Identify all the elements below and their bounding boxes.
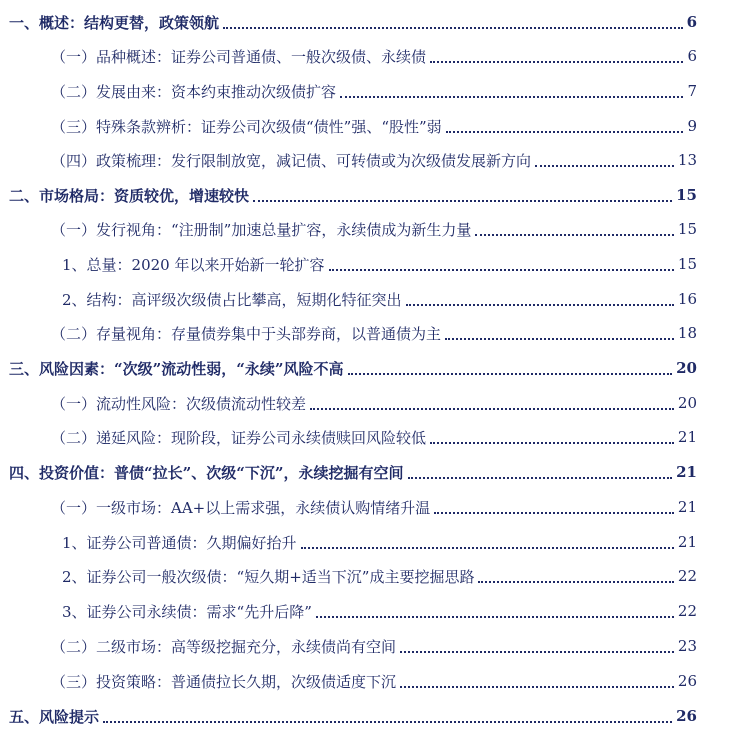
toc-entry-page: 22 (677, 602, 697, 620)
toc-entry-title: 一、概述：结构更替，政策领航 (9, 13, 220, 32)
toc-entry-section-3[interactable] (0, 354, 729, 382)
toc-entry-title: （二）递延风险：现阶段，证券公司永续债赎回风险较低 (51, 428, 427, 447)
dot-leader (408, 477, 673, 479)
toc-entry-page: 6 (687, 47, 697, 65)
toc-entry-page: 26 (676, 707, 697, 725)
toc-entry-page: 21 (677, 533, 697, 551)
toc-entry-2-1[interactable] (0, 215, 729, 243)
dot-leader (340, 96, 683, 98)
toc-entry-1-4[interactable] (0, 146, 729, 174)
toc-entry-page: 21 (677, 498, 697, 516)
toc-entry-title: 3、证券公司永续债：需求“先升后降” (62, 602, 312, 621)
toc-entry-1-2[interactable] (0, 77, 729, 105)
toc-entry-title: （三）特殊条款辨析：证券公司次级债“债性”强、“股性”弱 (51, 117, 442, 136)
dot-leader (310, 408, 674, 410)
toc-entry-page: 21 (677, 428, 697, 446)
dot-leader (430, 61, 683, 63)
toc-entry-title: （一）品种概述：证券公司普通债、一般次级债、永续债 (51, 47, 427, 66)
toc-entry-section-1[interactable] (0, 8, 729, 36)
toc-entry-page: 9 (687, 117, 697, 135)
toc-entry-page: 16 (677, 290, 697, 308)
toc-entry-4-1-3[interactable] (0, 597, 729, 625)
dot-leader (301, 547, 674, 549)
dot-leader (434, 512, 674, 514)
toc-entry-page: 6 (686, 13, 697, 31)
toc-entry-title: （一）发行视角：“注册制”加速总量扩容，永续债成为新生力量 (51, 220, 472, 239)
toc-entry-page: 15 (677, 220, 697, 238)
dot-leader (475, 234, 674, 236)
toc-entry-title: （一）一级市场：AA+以上需求强，永续债认购情绪升温 (51, 498, 431, 517)
toc-entry-4-3[interactable] (0, 667, 729, 695)
toc-entry-title: （三）投资策略：普通债拉长久期，次级债适度下沉 (51, 672, 397, 691)
toc-entry-1-1[interactable] (0, 42, 729, 70)
dot-leader (445, 338, 674, 340)
dot-leader (535, 165, 674, 167)
dot-leader (253, 200, 672, 202)
toc-entry-page: 20 (677, 394, 697, 412)
toc-entry-1-3[interactable] (0, 112, 729, 140)
dot-leader (223, 27, 683, 29)
toc-entry-page: 21 (676, 463, 697, 481)
dot-leader (400, 651, 674, 653)
toc-entry-title: （二）存量视角：存量债券集中于头部券商，以普通债为主 (51, 324, 442, 343)
toc-entry-2-2[interactable] (0, 319, 729, 347)
toc-entry-title: （四）政策梳理：发行限制放宽，减记债、可转债或为次级债发展新方向 (51, 151, 532, 170)
toc-entry-title: 2、结构：高评级次级债占比攀高，短期化特征突出 (62, 290, 402, 309)
toc-entry-4-1-2[interactable] (0, 562, 729, 590)
toc-entry-title: （二）发展由来：资本约束推动次级债扩容 (51, 82, 337, 101)
toc-entry-page: 13 (677, 151, 697, 169)
dot-leader (348, 373, 673, 375)
toc-entry-4-1-1[interactable] (0, 528, 729, 556)
toc-entry-page: 22 (677, 567, 697, 585)
toc-entry-title: （二）二级市场：高等级挖掘充分，永续债尚有空间 (51, 637, 397, 656)
toc-entry-3-2[interactable] (0, 423, 729, 451)
toc-entry-title: 五、风险提示 (9, 707, 100, 726)
toc-entry-2-1-2[interactable] (0, 285, 729, 313)
toc-entry-page: 15 (677, 255, 697, 273)
toc-entry-section-5[interactable] (0, 702, 729, 730)
dot-leader (400, 686, 674, 688)
toc-entry-4-2[interactable] (0, 632, 729, 660)
toc-entry-page: 23 (677, 637, 697, 655)
toc-entry-title: 四、投资价值：普债“拉长”、次级“下沉”，永续挖掘有空间 (9, 463, 404, 482)
toc-entry-title: （一）流动性风险：次级债流动性较差 (51, 394, 307, 413)
toc-entry-page: 26 (677, 672, 697, 690)
toc-entry-title: 2、证券公司一般次级债：“短久期+适当下沉”成主要挖掘思路 (62, 567, 475, 586)
toc-entry-section-4[interactable] (0, 458, 729, 486)
toc-entry-title: 二、市场格局：资质较优，增速较快 (9, 186, 250, 205)
toc-entry-title: 1、证券公司普通债：久期偏好抬升 (62, 533, 297, 552)
toc-entry-page: 7 (687, 82, 697, 100)
toc-entry-page: 15 (676, 186, 697, 204)
toc-entry-3-1[interactable] (0, 389, 729, 417)
toc-entry-section-2[interactable] (0, 181, 729, 209)
toc-entry-title: 三、风险因素：“次级”流动性弱，“永续”风险不高 (9, 359, 344, 378)
dot-leader (430, 442, 674, 444)
dot-leader (406, 304, 674, 306)
toc-entry-page: 20 (676, 359, 697, 377)
toc-entry-2-1-1[interactable] (0, 250, 729, 278)
toc-entry-page: 18 (677, 324, 697, 342)
dot-leader (103, 721, 672, 723)
toc-entry-title: 1、总量：2020 年以来开始新一轮扩容 (62, 255, 325, 274)
dot-leader (329, 269, 674, 271)
dot-leader (446, 131, 683, 133)
dot-leader (316, 616, 674, 618)
toc-entry-4-1[interactable] (0, 493, 729, 521)
dot-leader (478, 581, 673, 583)
